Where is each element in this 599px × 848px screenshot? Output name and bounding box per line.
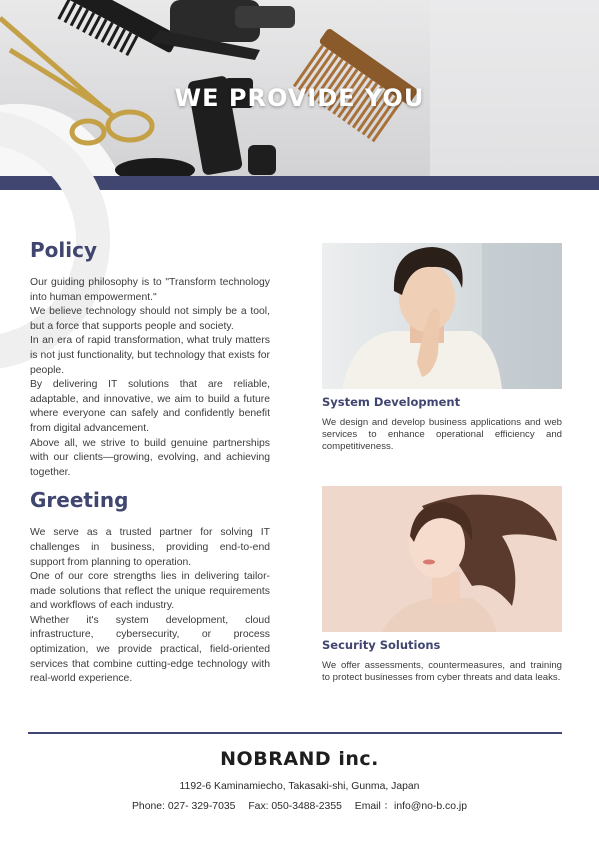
policy-heading: Policy [30, 238, 98, 262]
policy-paragraph: We believe technology should not simply be a tool, but a force that supports people and society. [30, 306, 270, 332]
greeting-paragraph: Whether it's system development, cloud infrastructure, cybersecurity, or process optimization, we provide practical, field-oriented services that combine cutting-edge technology with real-world experience. [30, 614, 270, 685]
hero-banner [0, 0, 599, 176]
service-card-system-development [322, 243, 562, 452]
greeting-heading: Greeting [30, 488, 129, 513]
service-title: System Development [322, 395, 461, 409]
greeting-paragraph: We serve as a trusted partner for solving IT challenges in business, providing end-to-end support from planning to operation. [30, 527, 270, 568]
man-portrait-photo [322, 243, 562, 389]
policy-paragraph: In an era of rapid transformation, what truly matters is not just functionality, but technology that exists for people. [30, 335, 270, 376]
policy-paragraph: Our guiding philosophy is to "Transform technology into human empowerment." [30, 277, 270, 303]
woman-portrait-photo [322, 486, 562, 632]
service-description: We design and develop business applications and web services to enhance operational efficiency and competitiveness. [322, 417, 562, 452]
greeting-text [30, 526, 270, 687]
policy-paragraph: Above all, we strive to build genuine partnerships with our clients—growing, evolving, and achieving together. [30, 437, 270, 478]
hero-title: WE PROVIDE YOU [174, 84, 425, 112]
company-address: 1192-6 Kaminamiecho, Takasaki-shi, Gunma, Japan [179, 781, 420, 792]
footer-divider [28, 732, 562, 734]
left-column [30, 238, 270, 687]
email-address[interactable]: Email ：info@no-b.co.jp [354, 801, 467, 812]
phone-number: Phone: 027- 329-7035 [132, 801, 236, 812]
service-description: We offer assessments, countermeasures, and training to protect businesses from cyber threats and data leaks. [322, 660, 562, 683]
company-name: NOBRAND inc. [220, 748, 379, 770]
policy-paragraph: By delivering IT solutions that are reliable, adaptable, and innovative, we aim to build a future where everyone can safely and confidently benefit from digital advancement. [30, 379, 270, 434]
policy-text [30, 276, 270, 480]
contact-line [0, 797, 599, 812]
greeting-paragraph: One of our core strengths lies in delivering tailor-made solutions that reflect the unique requirements and workflows of each industry. [30, 571, 270, 612]
service-title: Security Solutions [322, 638, 441, 652]
service-card-security-solutions [322, 486, 562, 684]
fax-number: Fax: 050-3488-2355 [248, 801, 342, 812]
